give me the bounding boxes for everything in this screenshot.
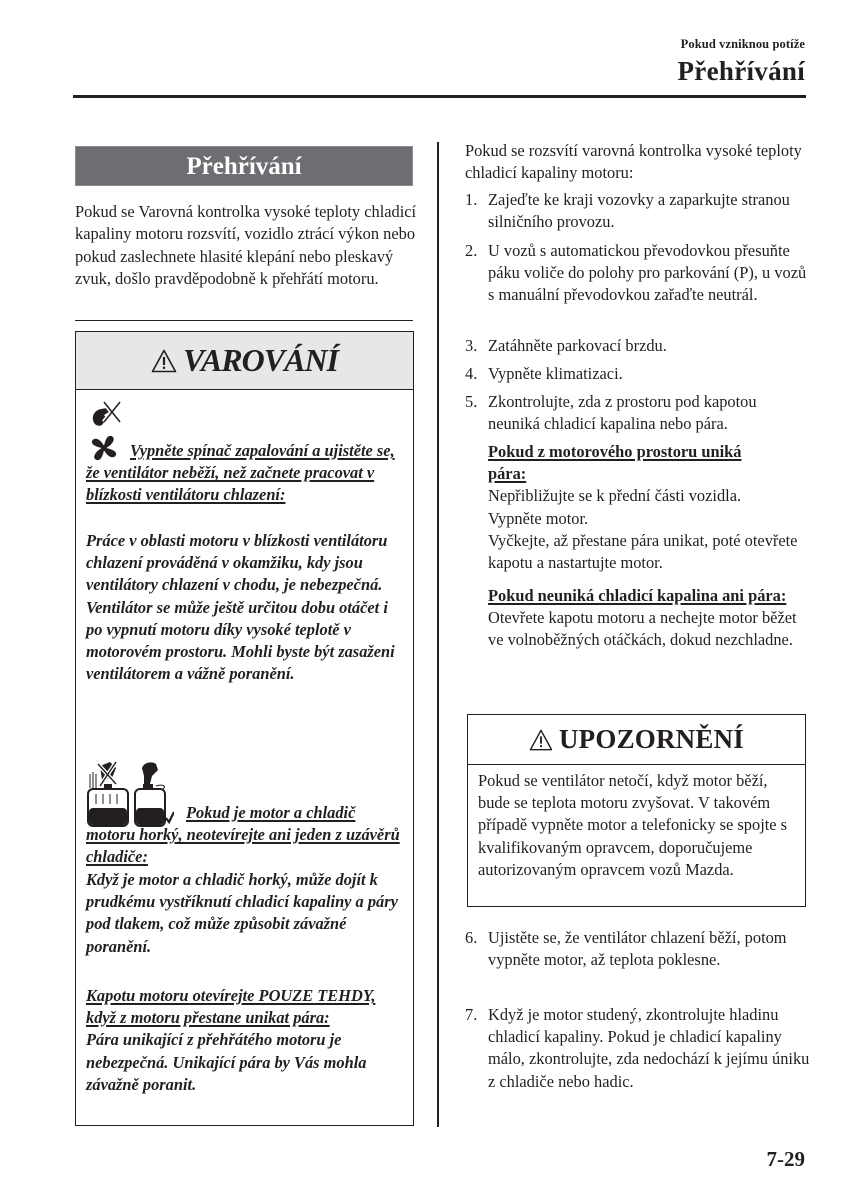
step-4: 4. Vypněte klimatizaci. [465, 364, 623, 383]
header-rule [73, 95, 806, 98]
step-2: 2. U vozů s automatickou převodovkou přesuňte páku voliče do polohy pro parkování (P), u vozů s manuální převodovkou zařaďte neutrál. [465, 241, 807, 305]
caution-title: UPOZORNĚNÍ [558, 724, 744, 754]
substep-steam-line-1: Nepřibližujte se k přední části vozidla. [488, 486, 742, 506]
page-number: 7-29 [766, 1147, 805, 1171]
intro-divider [75, 320, 413, 321]
column-divider [437, 142, 439, 1127]
substep-steam-line-2: Vypněte motor. [488, 508, 589, 528]
substep-steam [488, 441, 808, 574]
step-1: 1. Zajeďte ke kraji vozovky a zaparkujte stranou silničního provozu. [465, 190, 790, 232]
warning-item-hood-heading: Kapotu motoru otevírejte POUZE TEHDY, když z motoru přestane unikat pára: [86, 986, 376, 1028]
warning-item-hood-body: Pára unikající z přehřátého motoru je nebezpečná. Unikající pára by Vás mohla závažně poranit. [86, 1030, 367, 1094]
substep-nosteam-heading: Pokud neuniká chladicí kapalina ani pára: [488, 586, 787, 605]
caution-header [468, 715, 805, 765]
chapter-title: Pokud vzniknou potíže [680, 37, 805, 51]
warning-box [75, 331, 414, 1126]
warning-header [76, 332, 413, 390]
warning-triangle-icon [529, 729, 553, 751]
warning-item-fan-body: Práce v oblasti motoru v blízkosti ventilátoru chlazení prováděná v okamžiku, kdy jsou ventilátory chlazení v chodu, je nebezpečná. Ventilátor se může ještě určitou dobu otáčet i po vypnutí motoru díky vysoké teplotě v motorovém prostoru. Mohli byste být zasaženi ventilátorem a vážně poranění. [86, 531, 395, 684]
step-5: 5. Zkontrolujte, zda z prostoru pod kapotou neuniká chladicí kapalina nebo pára. [465, 392, 757, 434]
substep-nosteam-text: Otevřete kapotu motoru a nechejte motor běžet ve volnoběžných otáčkách, dokud nezchladne. [488, 608, 797, 650]
intro-paragraph: Pokud se Varovná kontrolka vysoké teploty chladicí kapaliny motoru rozsvítí, vozidlo ztrácí výkon nebo pokud zaslechnete hlasité klepání nebo pleskavý zvuk, došlo pravděpodobně k přehřátí motoru. [75, 202, 417, 288]
substep-steam-heading: Pokud z motorového prostoru uniká pára: [488, 442, 742, 484]
caution-box [467, 714, 806, 907]
section-heading: Přehřívání [677, 56, 805, 86]
substep-nosteam [488, 585, 808, 652]
step-6: 6. Ujistěte se, že ventilátor chlazení běží, potom vypněte motor, až teplota poklesne. [465, 928, 787, 970]
section-title-bar: Přehřívání [75, 146, 413, 186]
step-7: 7. Když je motor studený, zkontrolujte hladinu chladicí kapaliny. Pokud je chladicí kapaliny málo, zkontrolujte, zda nedochází k jejímu úniku z chladiče nebo hadic. [465, 1005, 810, 1091]
right-intro: Pokud se rozsvítí varovná kontrolka vysoké teploty chladicí kapaliny motoru: [465, 141, 802, 183]
warning-item-fan-heading: Vypněte spínač zapalování a ujistěte se, že ventilátor neběží, než začnete pracovat v blízkosti ventilátoru chlazení: [86, 441, 395, 505]
warning-item-radiator-body: Když je motor a chladič horký, může dojít k prudkému vystříknutí chladicí kapaliny a páry pod tlakem, což může způsobit závažné poranění. [86, 870, 398, 956]
warning-item-hood [86, 985, 406, 1096]
no-hand-icon [90, 398, 122, 432]
substep-steam-line-3: Vyčkejte, až přestane pára unikat, poté otevřete kapotu a nastartujte motor. [488, 530, 798, 573]
warning-item-radiator-heading: Pokud je motor a chladič motoru horký, neotevírejte ani jeden z uzávěrů chladiče: [86, 803, 400, 867]
caution-text: Pokud se ventilátor netočí, když motor běží, bude se teplota motoru zvyšovat. V takovém případě vypněte motor a telefonicky se spojte s kvalifikovaným opravcem, doporučujeme autorizovaným opravcem vozů Mazda. [478, 771, 788, 879]
warning-title: VAROVÁNÍ [182, 342, 338, 378]
warning-triangle-icon [151, 349, 177, 373]
step-3: 3. Zatáhněte parkovací brzdu. [465, 336, 667, 355]
